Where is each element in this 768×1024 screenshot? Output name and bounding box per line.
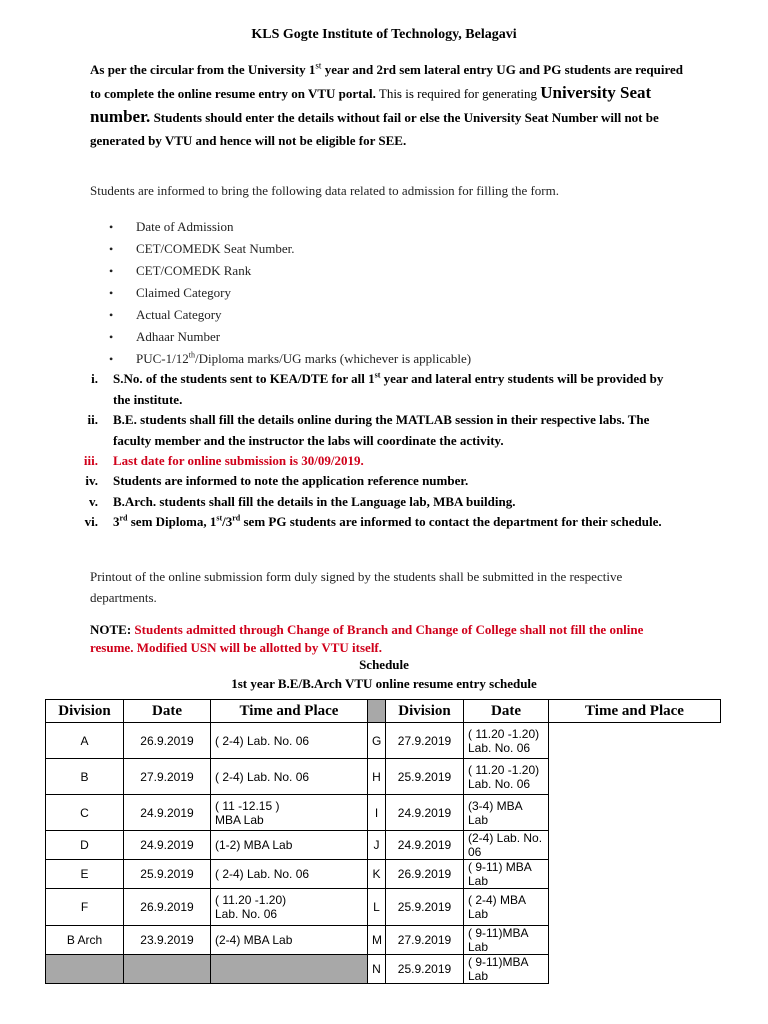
item-number: i. [91,371,98,386]
table-row [46,955,721,984]
column-header: Time and Place [549,700,721,723]
item-sup: rd [119,513,128,523]
instruction-item [88,492,683,513]
page-title: KLS Gogte Institute of Technology, Belagavi [251,27,517,42]
instruction-item-deadline [83,451,683,472]
time-place-cell: ( 2-4) MBA Lab [464,889,549,926]
instruction-item [85,471,683,492]
time-place-cell: ( 2-4) Lab. No. 06 [211,723,368,759]
item-text-a: S.No. of the students sent to KEA/DTE for all 1 [113,371,375,386]
time-place-cell: ( 11.20 -1.20) Lab. No. 06 [464,759,549,795]
table-row [46,860,721,889]
column-header: Division [46,700,124,723]
note-label: NOTE: [90,622,132,637]
time-place-cell: ( 11.20 -1.20) Lab. No. 06 [464,723,549,759]
date-cell: 26.9.2019 [124,889,211,926]
note-text: Students admitted through Change of Branch and Change of College shall not fill the online resume. Modified USN will be allotted by VTU itself. [90,622,644,655]
date-cell: 25.9.2019 [386,955,464,984]
table-row [46,889,721,926]
date-cell: 27.9.2019 [386,926,464,955]
intro-paragraph [90,58,690,152]
date-cell: 26.9.2019 [124,723,211,759]
date-cell: 26.9.2019 [386,860,464,889]
schedule-subtitle: 1st year B.E/B.Arch VTU online resume entry schedule [231,676,537,691]
table-row [46,795,721,831]
item-number: ii. [87,412,98,427]
item-text: B.E. students shall fill the details online during the MATLAB session in their respective labs. The faculty member and the instructor the labs will coordinate the activity. [113,412,650,448]
table-header-row [46,700,721,723]
empty-cell [124,955,211,984]
table-row [46,759,721,795]
time-place-cell: (2-4) Lab. No. 06 [464,831,549,860]
division-cell: F [46,889,124,926]
item-sup: st [216,513,223,523]
intro-bold-c: Students should enter the details without fail or else the University Seat Number will not be generated by VTU and hence will not be eligible for SEE. [90,110,659,148]
column-header: Division [386,700,464,723]
item-number: iii. [83,453,98,468]
item-text-a: 3 [113,514,120,529]
date-cell: 27.9.2019 [386,723,464,759]
division-cell: K [368,860,386,889]
item-text: B.Arch. students shall fill the details in the Language lab, MBA building. [113,494,516,509]
date-cell: 23.9.2019 [124,926,211,955]
table-row [46,831,721,860]
list-item: • CET/COMEDK Seat Number. [136,239,471,261]
time-place-cell: (1-2) MBA Lab [211,831,368,860]
date-cell: 25.9.2019 [124,860,211,889]
item-text: Students are informed to note the application reference number. [113,473,469,488]
schedule-table [45,699,721,984]
list-item: • CET/COMEDK Rank [136,261,471,283]
doc-last-b: /Diploma marks/UG marks (whichever is applicable) [194,351,472,366]
item-text-d: sem PG students are informed to contact the department for their schedule. [240,514,662,529]
item-text-b: year and lateral entry students will be provided by the institute. [113,371,664,407]
time-place-cell: ( 2-4) Lab. No. 06 [211,860,368,889]
item-number: v. [88,494,98,509]
item-text: Last date for online submission is 30/09/2019. [113,453,364,468]
date-cell: 27.9.2019 [124,759,211,795]
item-text-c: /3 [222,514,233,529]
list-item [136,349,471,371]
table-row [46,723,721,759]
doc-last-a: PUC-1/12 [136,351,189,366]
date-cell: 25.9.2019 [386,889,464,926]
time-place-cell: (2-4) MBA Lab [211,926,368,955]
division-cell: N [368,955,386,984]
division-cell: H [368,759,386,795]
time-place-cell: (3-4) MBA Lab [464,795,549,831]
time-place-cell: ( 2-4) Lab. No. 06 [211,759,368,795]
division-cell: G [368,723,386,759]
table-row [46,926,721,955]
documents-list [90,217,471,371]
time-place-cell: ( 11.20 -1.20) Lab. No. 06 [211,889,368,926]
division-cell: L [368,889,386,926]
column-header: Date [124,700,211,723]
intro-plain: This is required for generating [375,86,541,101]
division-cell: J [368,831,386,860]
column-header: Time and Place [211,700,368,723]
note-paragraph [90,621,690,657]
date-cell: 25.9.2019 [386,759,464,795]
item-number: iv. [85,473,98,488]
division-cell: C [46,795,124,831]
intro-bold-a: As per the circular from the University 1 [90,62,316,77]
item-number: vi. [84,514,98,529]
date-cell: 24.9.2019 [124,795,211,831]
doc-last-sup: th [188,350,195,360]
division-cell: E [46,860,124,889]
list-item: • Adhaar Number [136,327,471,349]
list-item: • Claimed Category [136,283,471,305]
item-text-b: sem Diploma, 1 [127,514,217,529]
date-cell: 24.9.2019 [124,831,211,860]
intro-bold-b: year and 2rd sem lateral entry UG and PG students are required to complete the online resume entry on VTU portal. [90,62,684,101]
column-header: Date [464,700,549,723]
division-cell: B Arch [46,926,124,955]
division-cell: I [368,795,386,831]
date-cell: 24.9.2019 [386,831,464,860]
division-cell: A [46,723,124,759]
division-cell: B [46,759,124,795]
intro-sup: st [315,60,322,71]
time-place-cell: ( 9-11) MBA Lab [464,860,549,889]
schedule-title: Schedule [359,657,409,672]
item-sup: rd [232,513,241,523]
intro-emphasis: University Seat number. [90,83,652,126]
instruction-item [87,410,683,451]
item-sup: st [374,370,381,380]
empty-cell [46,955,124,984]
empty-cell [211,955,368,984]
list-item: • Date of Admission [136,217,471,239]
time-place-cell: ( 11 -12.15 ) MBA Lab [211,795,368,831]
list-item: • Actual Category [136,305,471,327]
division-cell: D [46,831,124,860]
date-cell: 24.9.2019 [386,795,464,831]
printout-paragraph: Printout of the online submission form duly signed by the students shall be submitted in the respective departments. [90,569,623,605]
table-separator [368,700,386,723]
time-place-cell: ( 9-11)MBA Lab [464,926,549,955]
division-cell: M [368,926,386,955]
instruction-item [91,369,683,410]
time-place-cell: ( 9-11)MBA Lab [464,955,549,984]
info-line: Students are informed to bring the following data related to admission for filling the form. [90,183,559,198]
instruction-item [84,512,683,533]
